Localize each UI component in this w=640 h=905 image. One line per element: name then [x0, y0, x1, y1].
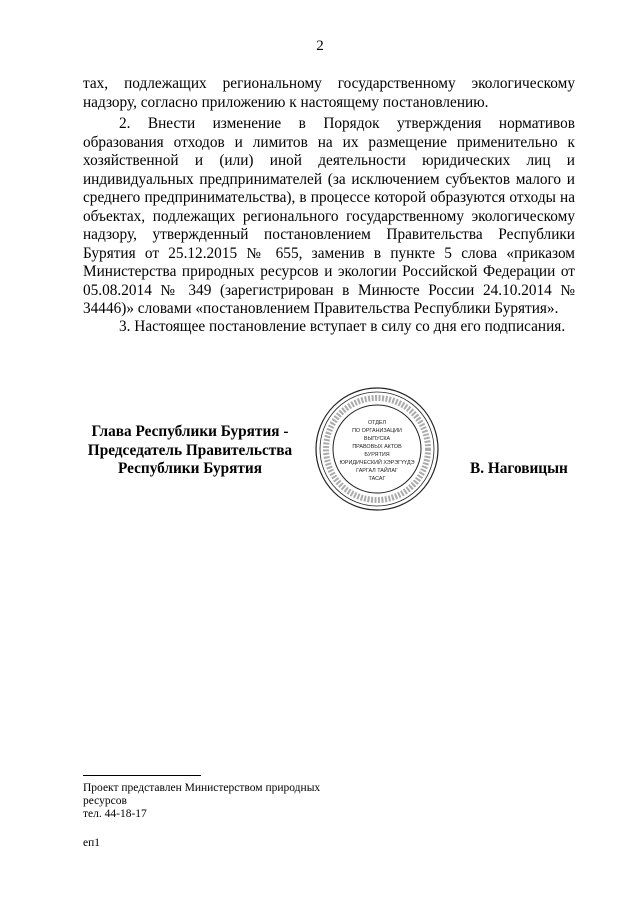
- seal-line: ВЫПУСКА: [363, 436, 391, 442]
- paragraph-continuation: тах, подлежащих региональному государственному экологическому надзору, согласно приложению к настоящему постановлению.: [83, 75, 575, 111]
- seal-line: ГАРГАЛ ТАЙЛАГ: [356, 468, 398, 474]
- footer-note: [83, 782, 383, 821]
- seal-inner-text: [339, 420, 414, 482]
- footer-code: еп1: [83, 837, 101, 849]
- footer-line: Проект представлен Министерством природных: [83, 782, 321, 794]
- footer-divider: [83, 775, 201, 776]
- footer-phone: тел. 44-18-17: [83, 808, 147, 820]
- seal-line: ТАСАГ: [368, 476, 386, 482]
- signatory-title: [80, 423, 300, 479]
- seal-line: ПО ОРГАНИЗАЦИИ: [352, 428, 402, 434]
- signatory-title-line: Глава Республики Бурятия -: [91, 423, 289, 440]
- seal-line: БУРЯТИЯ: [364, 452, 390, 458]
- page-number: 2: [316, 38, 324, 54]
- official-seal-stamp: [314, 386, 440, 512]
- footer-line: ресурсов: [83, 795, 127, 807]
- signatory-title-line: Председатель Правительства: [87, 441, 293, 459]
- seal-line: ЮРИДИЧЕСКИЙ ХЭРЭГҮҮДЭ: [339, 460, 415, 466]
- signatory-title-line: Республики Бурятия: [117, 460, 263, 477]
- paragraph-item-3: 3. Настоящее постановление вступает в силу со дня его подписания.: [119, 318, 566, 335]
- signatory-name: В. Наговицын: [470, 460, 568, 477]
- seal-line: ОТДЕЛ: [367, 420, 387, 426]
- seal-line: ПРАВОВЫХ АКТОВ: [352, 444, 402, 450]
- paragraph-item-2: 2. Внести изменение в Порядок утверждения нормативов образования отходов и лимитов на их размещение применительно к хозяйственной и (или) иной деятельности юридических лиц и индивидуальных предпринимателей (за исключением субъектов малого и среднего предпринимательства), в процессе которой образуются отходы на объектах, подлежащих регионального государственному экологическому надзору, утвержденный постановлением Правительства Республики Бурятия от 25.12.2015 № 655, заменив в пункте 5 слова «приказом Министерства природных ресурсов и экологии Российской Федерации от 05.08.2014 № 349 (зарегистрирован в Минюсте России 24.10.2014 № 34446)» словами «постановлением Правительства Республики Бурятия».: [83, 115, 575, 317]
